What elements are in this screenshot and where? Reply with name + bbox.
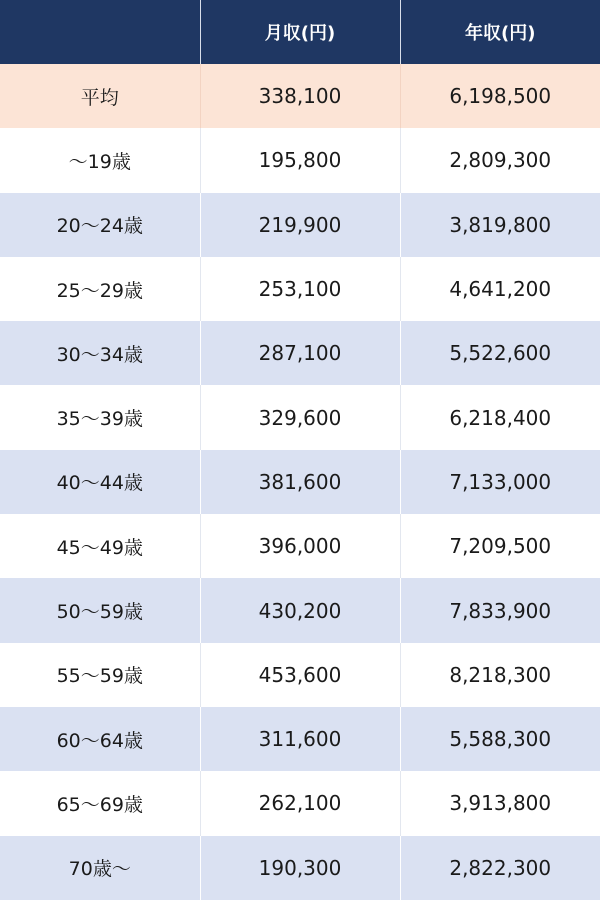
monthly-cell: 396,000 (200, 514, 400, 578)
annual-cell: 6,198,500 (400, 64, 600, 128)
header-annual-income: 年収(円) (400, 0, 600, 64)
annual-cell: 3,819,800 (400, 193, 600, 257)
age-cell: 65～69歳 (0, 771, 200, 835)
annual-cell: 2,822,300 (400, 836, 600, 900)
table-row (0, 707, 600, 771)
header-monthly-income: 月収(円) (200, 0, 400, 64)
annual-cell: 3,913,800 (400, 771, 600, 835)
table-row (0, 836, 600, 900)
monthly-cell: 190,300 (200, 836, 400, 900)
table-row (0, 771, 600, 835)
table-row-average (0, 64, 600, 128)
age-cell: 50～59歳 (0, 578, 200, 642)
age-cell: 40～44歳 (0, 450, 200, 514)
monthly-cell: 287,100 (200, 321, 400, 385)
age-cell: 60～64歳 (0, 707, 200, 771)
monthly-cell: 329,600 (200, 385, 400, 449)
monthly-cell: 253,100 (200, 257, 400, 321)
annual-cell: 2,809,300 (400, 128, 600, 192)
age-cell: 平均 (0, 64, 200, 128)
age-cell: 25～29歳 (0, 257, 200, 321)
table-row (0, 385, 600, 449)
monthly-cell: 338,100 (200, 64, 400, 128)
monthly-cell: 195,800 (200, 128, 400, 192)
age-cell: 35～39歳 (0, 385, 200, 449)
monthly-cell: 381,600 (200, 450, 400, 514)
table-row (0, 257, 600, 321)
annual-cell: 5,588,300 (400, 707, 600, 771)
age-cell: 20～24歳 (0, 193, 200, 257)
age-cell: 55～59歳 (0, 643, 200, 707)
table-row (0, 450, 600, 514)
annual-cell: 4,641,200 (400, 257, 600, 321)
table-row (0, 128, 600, 192)
table-row (0, 514, 600, 578)
table-row (0, 578, 600, 642)
age-cell: 30～34歳 (0, 321, 200, 385)
monthly-cell: 262,100 (200, 771, 400, 835)
table-body (0, 64, 600, 900)
monthly-cell: 219,900 (200, 193, 400, 257)
table-row (0, 193, 600, 257)
annual-cell: 6,218,400 (400, 385, 600, 449)
age-cell: 45～49歳 (0, 514, 200, 578)
header-row (0, 0, 600, 64)
table-header (0, 0, 600, 64)
monthly-cell: 453,600 (200, 643, 400, 707)
header-age (0, 0, 200, 64)
annual-cell: 8,218,300 (400, 643, 600, 707)
age-cell: ～19歳 (0, 128, 200, 192)
monthly-cell: 311,600 (200, 707, 400, 771)
table-row (0, 321, 600, 385)
table-row (0, 643, 600, 707)
annual-cell: 7,133,000 (400, 450, 600, 514)
monthly-cell: 430,200 (200, 578, 400, 642)
age-cell: 70歳～ (0, 836, 200, 900)
annual-cell: 7,833,900 (400, 578, 600, 642)
annual-cell: 7,209,500 (400, 514, 600, 578)
annual-cell: 5,522,600 (400, 321, 600, 385)
